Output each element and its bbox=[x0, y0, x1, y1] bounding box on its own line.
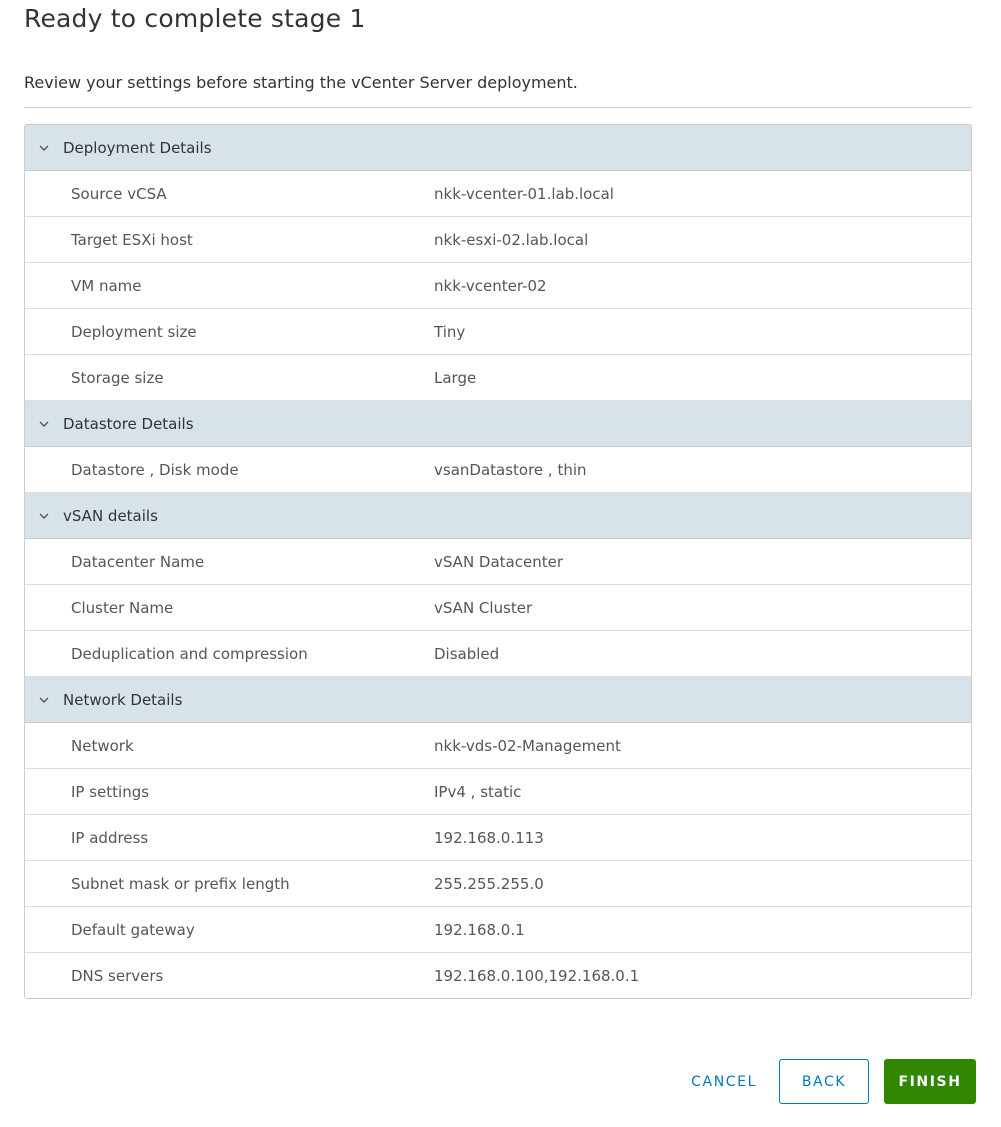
table-row bbox=[25, 447, 971, 493]
finish-button[interactable]: FINISH bbox=[884, 1059, 976, 1104]
row-value: vSAN Cluster bbox=[434, 598, 533, 617]
row-value: 192.168.0.113 bbox=[434, 828, 544, 847]
row-label: Deployment size bbox=[71, 322, 197, 341]
section-vsan-details bbox=[25, 493, 971, 677]
back-button[interactable]: BACK bbox=[779, 1059, 869, 1104]
section-header-vsan-details[interactable] bbox=[25, 493, 971, 539]
table-row bbox=[25, 953, 971, 998]
section-title: Datastore Details bbox=[63, 414, 194, 433]
section-deployment-details bbox=[25, 125, 971, 401]
row-value: Disabled bbox=[434, 644, 500, 663]
row-label: Source vCSA bbox=[71, 184, 167, 203]
row-label: VM name bbox=[71, 276, 142, 295]
table-row bbox=[25, 769, 971, 815]
row-value: vSAN Datacenter bbox=[434, 552, 564, 571]
row-value: IPv4 , static bbox=[434, 782, 522, 801]
row-label: Datacenter Name bbox=[71, 552, 205, 571]
table-row bbox=[25, 355, 971, 401]
row-value: nkk-vds-02-Management bbox=[434, 736, 621, 755]
table-row bbox=[25, 539, 971, 585]
row-label: Deduplication and compression bbox=[71, 644, 308, 663]
table-row bbox=[25, 217, 971, 263]
table-row bbox=[25, 309, 971, 355]
row-value: vsanDatastore , thin bbox=[434, 460, 587, 479]
table-row bbox=[25, 631, 971, 677]
row-value: 192.168.0.1 bbox=[434, 920, 525, 939]
row-label: Default gateway bbox=[71, 920, 195, 939]
summary-table bbox=[24, 124, 972, 999]
row-label: DNS servers bbox=[71, 966, 164, 985]
table-row bbox=[25, 861, 971, 907]
table-row bbox=[25, 171, 971, 217]
section-network-details bbox=[25, 677, 971, 998]
row-label: Network bbox=[71, 736, 134, 755]
section-header-deployment-details[interactable] bbox=[25, 125, 971, 171]
table-row bbox=[25, 907, 971, 953]
section-header-datastore-details[interactable] bbox=[25, 401, 971, 447]
chevron-down-icon[interactable] bbox=[25, 418, 63, 430]
row-value: 192.168.0.100,192.168.0.1 bbox=[434, 966, 640, 985]
section-title: Deployment Details bbox=[63, 138, 212, 157]
chevron-down-icon[interactable] bbox=[25, 694, 63, 706]
row-value: Large bbox=[434, 368, 477, 387]
section-datastore-details bbox=[25, 401, 971, 493]
section-header-network-details[interactable] bbox=[25, 677, 971, 723]
page-title: Ready to complete stage 1 bbox=[24, 4, 366, 33]
table-row bbox=[25, 263, 971, 309]
row-label: Datastore , Disk mode bbox=[71, 460, 239, 479]
cancel-button[interactable]: CANCEL bbox=[675, 1059, 773, 1104]
row-value: nkk-esxi-02.lab.local bbox=[434, 230, 589, 249]
row-label: Cluster Name bbox=[71, 598, 174, 617]
row-value: nkk-vcenter-01.lab.local bbox=[434, 184, 614, 203]
row-label: IP address bbox=[71, 828, 149, 847]
row-label: IP settings bbox=[71, 782, 150, 801]
row-value: 255.255.255.0 bbox=[434, 874, 544, 893]
page-subtitle: Review your settings before starting the vCenter Server deployment. bbox=[24, 73, 578, 92]
wizard-footer bbox=[675, 1059, 976, 1104]
row-label: Target ESXi host bbox=[71, 230, 193, 249]
table-row bbox=[25, 815, 971, 861]
row-label: Subnet mask or prefix length bbox=[71, 874, 290, 893]
section-title: vSAN details bbox=[63, 506, 158, 525]
table-row bbox=[25, 585, 971, 631]
chevron-down-icon[interactable] bbox=[25, 510, 63, 522]
section-title: Network Details bbox=[63, 690, 183, 709]
row-value: nkk-vcenter-02 bbox=[434, 276, 547, 295]
chevron-down-icon[interactable] bbox=[25, 142, 63, 154]
row-label: Storage size bbox=[71, 368, 164, 387]
table-row bbox=[25, 723, 971, 769]
header-divider bbox=[24, 107, 972, 108]
row-value: Tiny bbox=[434, 322, 466, 341]
